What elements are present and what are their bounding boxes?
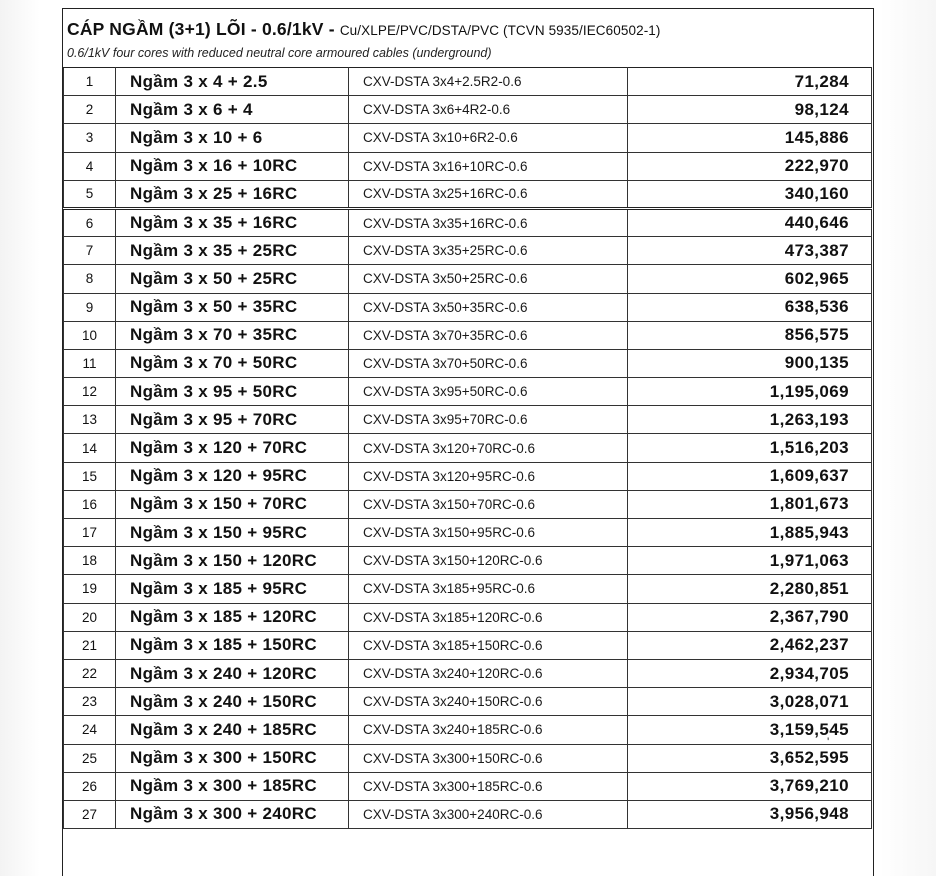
cable-price: 900,135 <box>628 349 872 377</box>
cable-price: 1,516,203 <box>628 434 872 462</box>
table-row <box>64 659 872 687</box>
row-number: 9 <box>64 293 116 321</box>
cable-price: 1,971,063 <box>628 547 872 575</box>
table-row <box>64 237 872 265</box>
row-number: 20 <box>64 603 116 631</box>
cable-price: 2,462,237 <box>628 631 872 659</box>
table-row <box>64 547 872 575</box>
cable-price: 1,609,637 <box>628 462 872 490</box>
cable-price: 3,652,595 <box>628 744 872 772</box>
cable-name: Ngầm 3 x 10 + 6 <box>116 124 349 152</box>
table-row <box>64 349 872 377</box>
title-main: CÁP NGẦM (3+1) LÕI - 0.6/1kV - <box>67 19 340 39</box>
cable-price: 1,801,673 <box>628 490 872 518</box>
cable-code: CXV-DSTA 3x70+50RC-0.6 <box>349 349 628 377</box>
cable-code: CXV-DSTA 3x95+50RC-0.6 <box>349 378 628 406</box>
row-number: 5 <box>64 180 116 208</box>
row-number: 23 <box>64 688 116 716</box>
cable-code: CXV-DSTA 3x185+120RC-0.6 <box>349 603 628 631</box>
cable-name: Ngầm 3 x 120 + 70RC <box>116 434 349 462</box>
cable-name: Ngầm 3 x 50 + 35RC <box>116 293 349 321</box>
cable-code: CXV-DSTA 3x6+4R2-0.6 <box>349 96 628 124</box>
price-sheet <box>62 8 874 876</box>
cable-price-table <box>63 67 872 829</box>
cable-code: CXV-DSTA 3x150+120RC-0.6 <box>349 547 628 575</box>
table-row <box>64 293 872 321</box>
cable-code: CXV-DSTA 3x70+35RC-0.6 <box>349 321 628 349</box>
cable-code: CXV-DSTA 3x240+185RC-0.6 <box>349 716 628 744</box>
row-number: 4 <box>64 152 116 180</box>
row-number: 25 <box>64 744 116 772</box>
cable-name: Ngầm 3 x 6 + 4 <box>116 96 349 124</box>
cable-code: CXV-DSTA 3x95+70RC-0.6 <box>349 406 628 434</box>
cable-name: Ngầm 3 x 25 + 16RC <box>116 180 349 208</box>
row-number: 14 <box>64 434 116 462</box>
table-row <box>64 434 872 462</box>
cable-name: Ngầm 3 x 150 + 120RC <box>116 547 349 575</box>
row-number: 24 <box>64 716 116 744</box>
table-row <box>64 96 872 124</box>
table-row <box>64 603 872 631</box>
cable-name: Ngầm 3 x 240 + 120RC <box>116 659 349 687</box>
cable-name: Ngầm 3 x 35 + 16RC <box>116 208 349 236</box>
cable-name: Ngầm 3 x 120 + 95RC <box>116 462 349 490</box>
cable-name: Ngầm 3 x 240 + 185RC <box>116 716 349 744</box>
row-number: 10 <box>64 321 116 349</box>
row-number: 26 <box>64 772 116 800</box>
cable-price: 638,536 <box>628 293 872 321</box>
cable-code: CXV-DSTA 3x35+16RC-0.6 <box>349 208 628 236</box>
table-row <box>64 265 872 293</box>
row-number: 17 <box>64 519 116 547</box>
cable-price: 602,965 <box>628 265 872 293</box>
cable-code: CXV-DSTA 3x185+95RC-0.6 <box>349 575 628 603</box>
cable-name: Ngầm 3 x 16 + 10RC <box>116 152 349 180</box>
cable-name: Ngầm 3 x 185 + 150RC <box>116 631 349 659</box>
row-number: 18 <box>64 547 116 575</box>
cable-name: Ngầm 3 x 300 + 240RC <box>116 800 349 828</box>
cable-name: Ngầm 3 x 240 + 150RC <box>116 688 349 716</box>
row-number: 1 <box>64 68 116 96</box>
cable-price: 145,886 <box>628 124 872 152</box>
row-number: 3 <box>64 124 116 152</box>
table-row <box>64 321 872 349</box>
cable-name: Ngầm 3 x 95 + 70RC <box>116 406 349 434</box>
cable-price: 3,769,210 <box>628 772 872 800</box>
table-row <box>64 800 872 828</box>
cable-price: 3,159,545 <box>628 716 872 744</box>
cable-name: Ngầm 3 x 150 + 95RC <box>116 519 349 547</box>
table-subtitle: 0.6/1kV four cores with reduced neutral core armoured cables (underground) <box>67 46 492 60</box>
table-row <box>64 631 872 659</box>
cable-price: 2,280,851 <box>628 575 872 603</box>
cable-code: CXV-DSTA 3x300+150RC-0.6 <box>349 744 628 772</box>
cable-price: 98,124 <box>628 96 872 124</box>
cable-code: CXV-DSTA 3x300+185RC-0.6 <box>349 772 628 800</box>
row-number: 8 <box>64 265 116 293</box>
table-header <box>63 9 873 65</box>
cable-code: CXV-DSTA 3x50+25RC-0.6 <box>349 265 628 293</box>
cable-price: 222,970 <box>628 152 872 180</box>
cable-price: 1,263,193 <box>628 406 872 434</box>
table-row <box>64 462 872 490</box>
cable-name: Ngầm 3 x 50 + 25RC <box>116 265 349 293</box>
cable-name: Ngầm 3 x 70 + 50RC <box>116 349 349 377</box>
cable-price: 3,956,948 <box>628 800 872 828</box>
stray-pen-mark: ' <box>827 735 830 749</box>
cable-code: CXV-DSTA 3x240+120RC-0.6 <box>349 659 628 687</box>
row-number: 19 <box>64 575 116 603</box>
cable-name: Ngầm 3 x 185 + 95RC <box>116 575 349 603</box>
row-number: 16 <box>64 490 116 518</box>
cable-name: Ngầm 3 x 35 + 25RC <box>116 237 349 265</box>
cable-price: 856,575 <box>628 321 872 349</box>
cable-price: 340,160 <box>628 180 872 208</box>
cable-price: 71,284 <box>628 68 872 96</box>
cable-price: 1,195,069 <box>628 378 872 406</box>
row-number: 6 <box>64 208 116 236</box>
table-row <box>64 772 872 800</box>
cable-code: CXV-DSTA 3x150+70RC-0.6 <box>349 490 628 518</box>
cable-code: CXV-DSTA 3x120+70RC-0.6 <box>349 434 628 462</box>
cable-price: 473,387 <box>628 237 872 265</box>
table-row <box>64 180 872 208</box>
cable-name: Ngầm 3 x 150 + 70RC <box>116 490 349 518</box>
row-number: 21 <box>64 631 116 659</box>
row-number: 13 <box>64 406 116 434</box>
cable-price: 3,028,071 <box>628 688 872 716</box>
cable-code: CXV-DSTA 3x120+95RC-0.6 <box>349 462 628 490</box>
table-row <box>64 688 872 716</box>
row-number: 11 <box>64 349 116 377</box>
table-row <box>64 124 872 152</box>
cable-code: CXV-DSTA 3x10+6R2-0.6 <box>349 124 628 152</box>
cable-name: Ngầm 3 x 70 + 35RC <box>116 321 349 349</box>
cable-name: Ngầm 3 x 95 + 50RC <box>116 378 349 406</box>
cable-code: CXV-DSTA 3x4+2.5R2-0.6 <box>349 68 628 96</box>
cable-code: CXV-DSTA 3x300+240RC-0.6 <box>349 800 628 828</box>
row-number: 22 <box>64 659 116 687</box>
row-number: 7 <box>64 237 116 265</box>
cable-price: 1,885,943 <box>628 519 872 547</box>
title-spec: Cu/XLPE/PVC/DSTA/PVC (TCVN 5935/IEC60502-1) <box>339 23 661 38</box>
margin-annotation <box>924 680 934 870</box>
row-number: 15 <box>64 462 116 490</box>
table-row <box>64 378 872 406</box>
table-row <box>64 744 872 772</box>
table-row <box>64 406 872 434</box>
row-number: 2 <box>64 96 116 124</box>
cable-name: Ngầm 3 x 185 + 120RC <box>116 603 349 631</box>
table-row <box>64 68 872 96</box>
table-row <box>64 208 872 236</box>
cable-code: CXV-DSTA 3x16+10RC-0.6 <box>349 152 628 180</box>
cable-code: CXV-DSTA 3x150+95RC-0.6 <box>349 519 628 547</box>
cable-price: 2,934,705 <box>628 659 872 687</box>
table-title <box>67 19 661 40</box>
cable-price: 440,646 <box>628 208 872 236</box>
table-body <box>64 68 872 829</box>
table-row <box>64 519 872 547</box>
row-number: 27 <box>64 800 116 828</box>
cable-code: CXV-DSTA 3x185+150RC-0.6 <box>349 631 628 659</box>
cable-code: CXV-DSTA 3x50+35RC-0.6 <box>349 293 628 321</box>
table-row <box>64 152 872 180</box>
table-row <box>64 716 872 744</box>
row-number: 12 <box>64 378 116 406</box>
cable-name: Ngầm 3 x 300 + 185RC <box>116 772 349 800</box>
cable-code: CXV-DSTA 3x25+16RC-0.6 <box>349 180 628 208</box>
cable-name: Ngầm 3 x 4 + 2.5 <box>116 68 349 96</box>
cable-name: Ngầm 3 x 300 + 150RC <box>116 744 349 772</box>
cable-price: 2,367,790 <box>628 603 872 631</box>
table-row <box>64 575 872 603</box>
cable-code: CXV-DSTA 3x35+25RC-0.6 <box>349 237 628 265</box>
cable-code: CXV-DSTA 3x240+150RC-0.6 <box>349 688 628 716</box>
table-row <box>64 490 872 518</box>
